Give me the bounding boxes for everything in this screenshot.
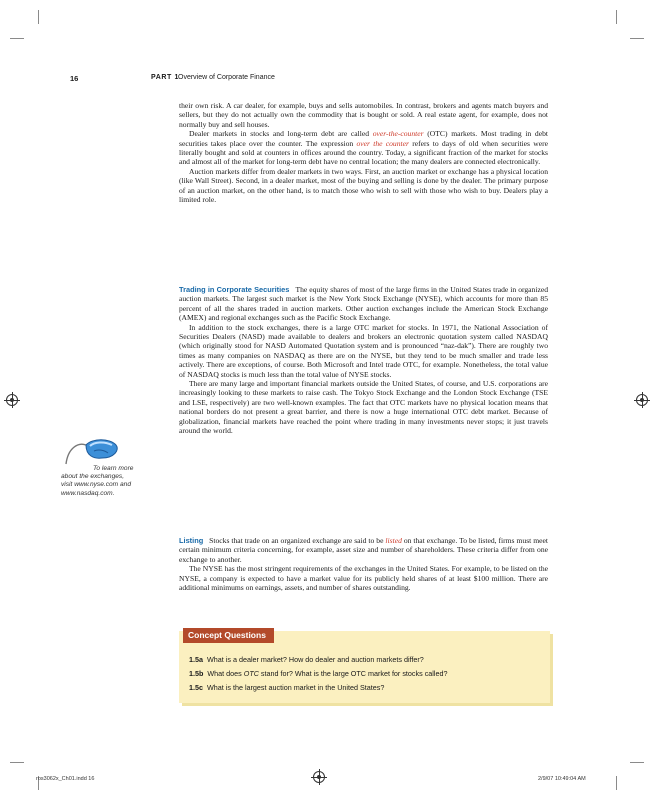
margin-note-line: www.nasdaq.com. — [61, 489, 115, 497]
body-text-top — [179, 101, 548, 204]
paragraph: Listing Stocks that trade on an organized exchange are said to be listed on that exchange. To be listed, firms must meet certain minimum criteria concerning, for example, asset size and number of shareholders. These criteria differ from one exchange to another. — [179, 536, 548, 564]
registration-mark-icon — [313, 771, 325, 783]
footer-file-name: ros3062x_Ch01.indd 16 — [36, 776, 95, 782]
part-title: Overview of Corporate Finance — [178, 74, 275, 81]
margin-note-line: about the exchanges, — [61, 473, 125, 481]
page-number: 16 — [70, 74, 79, 83]
crop-mark — [616, 776, 617, 790]
crop-mark — [10, 38, 24, 39]
body-text-listing — [179, 536, 548, 592]
key-term: over the counter — [356, 138, 409, 148]
web-link-icon — [64, 436, 120, 466]
concept-questions-title: Concept Questions — [183, 628, 274, 643]
crop-mark — [10, 762, 24, 763]
margin-note: To learn more about the exchanges, visit www.nyse.com and www.nasdaq.com. — [61, 465, 173, 498]
paragraph: their own risk. A car dealer, for example, buys and sells automobiles. In contrast, brokers and agents match buyers and sellers, but they do not actually own the commodity that is bought or sold. A real estate agent, for example, does not normally buy and sell houses. — [179, 101, 548, 129]
footer-timestamp: 2/9/07 10:49:04 AM — [538, 776, 586, 782]
key-term: over-the-counter — [372, 129, 424, 139]
key-term: listed — [385, 536, 402, 545]
crop-mark — [630, 38, 644, 39]
concept-question: 1.5c What is the largest auction market in the United States? — [189, 683, 385, 692]
paragraph: Trading in Corporate Securities The equity shares of most of the large firms in the United States trade in organized auction markets. The largest such market is the New York Stock Exchange (NYSE), which accounts for more than 85 percent of all the shares traded in auction markets. Other auction exchanges include the American Stock Exchange (AMEX) and regional exchanges such as the Pacific Stock Exchange. — [179, 285, 548, 323]
margin-note-line: visit www.nyse.com and — [61, 481, 131, 489]
concept-question: 1.5b What does OTC stand for? What is the large OTC market for stocks called? — [189, 669, 448, 678]
concept-question: 1.5a What is a dealer market? How do dealer and auction markets differ? — [189, 655, 424, 664]
registration-mark-icon — [6, 394, 18, 406]
section-heading: Trading in Corporate Securities — [179, 285, 290, 294]
paragraph: In addition to the stock exchanges, there is a large OTC market for stocks. In 1971, the National Association of Securities Dealers (NASD) made available to dealers and brokers an electronic quotation system called NASDAQ (which originally stood for NASD Automated Quotation system and is pronounced “naz-dak”). There are roughly two times as many companies on NASDAQ as there are on the NYSE, but they tend to be much smaller and trade less actively. There are exceptions, of course. Both Microsoft and Intel trade OTC, for example. Nonetheless, the total value of NASDAQ stocks is much less than the total value of NYSE stocks. — [179, 322, 548, 379]
concept-questions-box — [179, 631, 550, 703]
crop-mark — [630, 762, 644, 763]
paragraph: The NYSE has the most stringent requirements of the exchanges in the United States. For example, to be listed on the NYSE, a company is expected to have a market value for its publicly held shares of at least $100 million. There are additional minimums on earnings, assets, and number of shares outstanding. — [179, 564, 548, 593]
section-heading: Listing — [179, 536, 204, 545]
body-text-trading — [179, 285, 548, 436]
crop-mark — [38, 10, 39, 24]
part-label: PART 1 — [151, 74, 179, 81]
paragraph: Auction markets differ from dealer markets in two ways. First, an auction market or exchange has a physical location (like Wall Street). Second, in a dealer market, most of the buying and selling is done by the dealer. The primary purpose of an auction market, on the other hand, is to match those who wish to sell with those who wish to buy. Dealers play a limited role. — [179, 166, 548, 205]
crop-mark — [616, 10, 617, 24]
registration-mark-icon — [636, 394, 648, 406]
paragraph: There are many large and important financial markets outside the United States, of course, and U.S. corporations are increasingly looking to these markets to raise cash. The Tokyo Stock Exchange and the London Stock Exchange (TSE and LSE, respectively) are two well-known examples. The fact that OTC markets have no physical location means that national borders do not present a great barrier, and there is now a huge international OTC debt market. Because of globalization, financial markets have reached the point where trading in many investments never stops; it just travels around the world. — [179, 379, 548, 436]
paragraph: Dealer markets in stocks and long-term debt are called over-the-counter (OTC) markets. Most trading in debt securities takes place over the counter. The expression over the counter refers to days of old when securities were literally bought and sold at counters in offices around the country. Today, a significant fraction of the market for stocks and almost all of the market for long-term debt have no central location; the many dealers are connected electronically. — [179, 129, 548, 167]
